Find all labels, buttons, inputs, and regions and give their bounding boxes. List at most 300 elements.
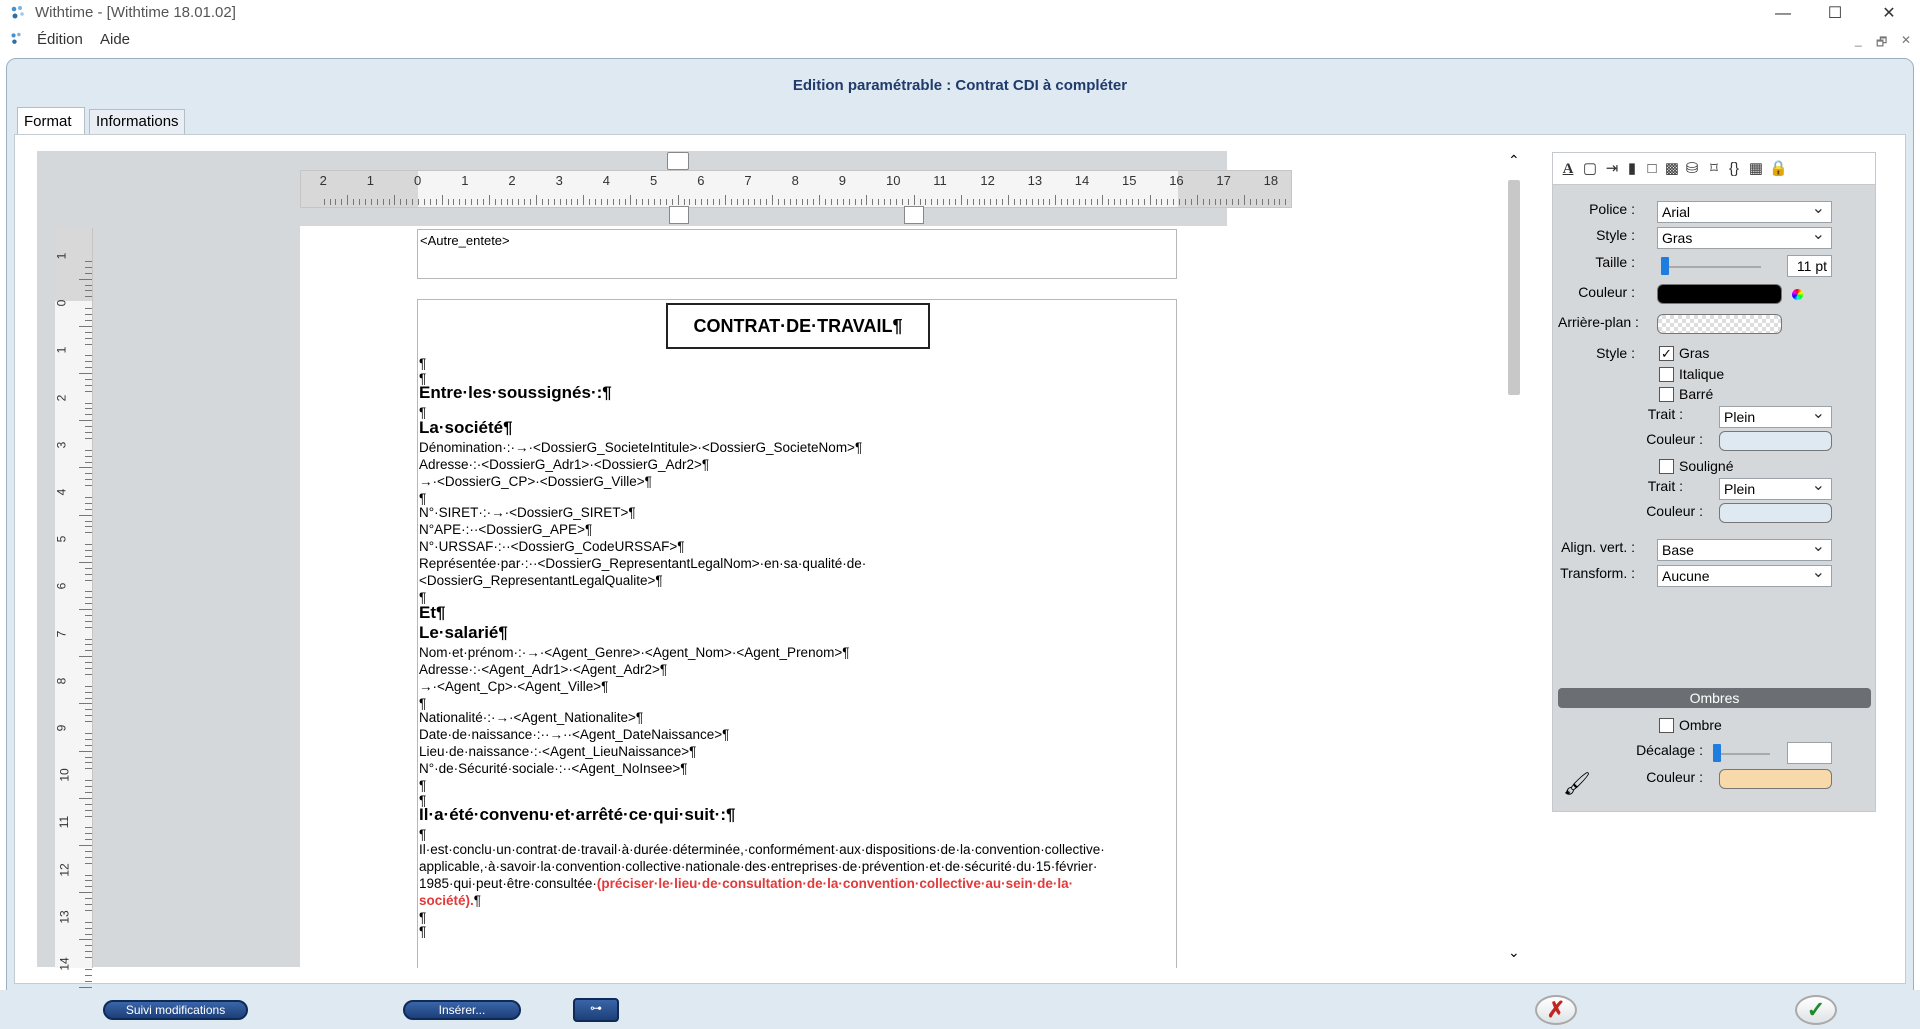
ruler-v-tick <box>79 467 92 468</box>
ruler-h-tick <box>949 199 950 205</box>
ruler-v-tick <box>85 603 92 604</box>
document-scrollbar[interactable] <box>1505 152 1523 968</box>
ruler-v-tick <box>85 804 92 805</box>
ruler-v-tick <box>85 875 92 876</box>
ruler-h-tick <box>442 195 443 205</box>
ruler-v-tick <box>85 338 92 339</box>
ruler-h-tick <box>1274 199 1275 205</box>
barre-color-swatch[interactable] <box>1719 431 1832 451</box>
trait-label: Trait : <box>1647 406 1683 422</box>
doc-line <box>419 761 688 777</box>
ruler-v-tick <box>85 863 92 864</box>
ruler-v-tick <box>79 798 92 799</box>
ruler-h-label: 2 <box>508 173 516 188</box>
ruler-h-tick <box>807 199 808 205</box>
ruler-h-tick <box>754 199 755 205</box>
ruler-h-tick <box>1049 199 1050 205</box>
doc-line-text: ¶ <box>419 490 427 506</box>
decalage-slider[interactable] <box>1715 753 1770 755</box>
ruler-h-tick <box>701 199 702 205</box>
souligne-color-swatch[interactable] <box>1719 503 1832 523</box>
right-indent-marker[interactable] <box>904 206 924 224</box>
ruler-h-tick <box>1038 199 1039 205</box>
ruler-h-tick <box>530 199 531 205</box>
ruler-h-tick <box>1114 199 1115 205</box>
ruler-v-label: 14 <box>57 957 72 971</box>
ruler-h-tick <box>1179 199 1180 205</box>
ruler-h-label: 3 <box>555 173 563 188</box>
ruler-h-tick <box>613 199 614 205</box>
ruler-v-tick <box>85 344 92 345</box>
text-color-swatch[interactable] <box>1657 284 1782 304</box>
ruler-h-tick <box>737 199 738 205</box>
ruler-v-tick <box>85 981 92 982</box>
color-picker-icon[interactable] <box>1792 289 1803 300</box>
doc-line-text: Lieu·de·naissance·:·<Agent_LieuNaissance>¶ <box>419 744 697 759</box>
doc-line-text: Il·a·été·convenu·et·arrêté·ce·qui·suit·:¶ <box>419 805 736 824</box>
shadow-color-swatch[interactable] <box>1719 769 1832 789</box>
ruler-h-tick <box>359 199 360 205</box>
scroll-down-icon[interactable]: ⌄ <box>1508 944 1520 960</box>
ruler-v-tick <box>85 886 92 887</box>
ruler-v-tick <box>85 385 92 386</box>
ruler-h-label: 10 <box>886 173 901 188</box>
ruler-h-tick <box>855 199 856 205</box>
ruler-h-tick <box>689 199 690 205</box>
braces-icon[interactable]: {} <box>1728 160 1740 177</box>
ruler-h-tick <box>967 199 968 205</box>
close-window-button[interactable]: ✕ <box>1882 5 1896 22</box>
ruler-h-label: 7 <box>744 173 752 188</box>
ruler-v-tick <box>85 574 92 575</box>
ruler-v-tick <box>85 550 92 551</box>
background-color-swatch[interactable] <box>1657 314 1782 334</box>
mdi-restore-button[interactable]: 🗗 <box>1876 35 1888 49</box>
ruler-v-tick <box>85 650 92 651</box>
ruler-v-tick <box>85 426 92 427</box>
doc-heading <box>419 385 612 401</box>
ruler-v-tick <box>85 757 92 758</box>
doc-line-text: ¶ <box>419 778 427 793</box>
ruler-h-tick <box>914 195 915 205</box>
tab-icon[interactable]: ⇥ <box>1605 160 1619 177</box>
ruler-h-tick <box>536 195 537 205</box>
ruler-v-tick <box>85 497 92 498</box>
ruler-h-tick <box>1144 199 1145 205</box>
ruler-v-tick <box>85 261 92 262</box>
ruler-h-tick <box>365 199 366 205</box>
ruler-h-tick <box>607 199 608 205</box>
doc-line-text: Représentée·par·:··<DossierG_RepresentantLegalNom>·en·sa·qualité·de· <box>419 556 867 571</box>
ruler-h-tick <box>577 199 578 205</box>
ruler-h-tick <box>1268 199 1269 205</box>
doc-line-text: Date·de·naissance·:··→··<Agent_DateNaissance>¶ <box>419 727 730 742</box>
ruler-v-tick <box>85 674 92 675</box>
ruler-h-tick <box>324 199 325 205</box>
ruler-h-tick <box>825 199 826 205</box>
ruler-h-tick <box>512 199 513 205</box>
doc-line-text: <DossierG_RepresentantLegalQualite>¶ <box>419 573 663 588</box>
ruler-v-tick <box>85 568 92 569</box>
first-indent-marker[interactable] <box>667 152 689 170</box>
doc-heading <box>419 807 735 823</box>
taille-slider[interactable] <box>1663 266 1761 268</box>
ruler-h-tick <box>1215 199 1216 205</box>
transform-label: Transform. : <box>1560 565 1635 581</box>
header-frame[interactable] <box>417 229 1177 279</box>
menu-edition[interactable]: Édition <box>37 31 83 48</box>
ruler-h-tick <box>406 199 407 205</box>
ruler-v-tick <box>85 709 92 710</box>
ruler-h-tick <box>630 195 631 205</box>
bookmark-icon[interactable]: ⌑ <box>1710 160 1718 177</box>
ruler-h-tick <box>813 199 814 205</box>
taille-input[interactable]: 11 pt <box>1787 255 1832 277</box>
ruler-v-tick <box>85 414 92 415</box>
header-field: <Autre_entete> <box>420 233 510 248</box>
ruler-h-tick <box>436 199 437 205</box>
ruler-h-tick <box>430 199 431 205</box>
doc-line <box>419 556 866 572</box>
ruler-v-tick <box>85 391 92 392</box>
ruler-h-tick <box>1161 199 1162 205</box>
ruler-h-tick <box>495 199 496 205</box>
scroll-up-icon[interactable]: ⌃ <box>1508 152 1520 168</box>
ruler-v-tick <box>85 768 92 769</box>
ruler-h-tick <box>678 195 679 205</box>
ruler-h-tick <box>1126 199 1127 205</box>
ruler-h-tick <box>1091 199 1092 205</box>
ruler-h-tick <box>1132 199 1133 205</box>
doc-line-text: Et¶ <box>419 602 446 622</box>
doc-line <box>419 505 636 521</box>
ruler-v-tick <box>85 969 92 970</box>
ombre-checkbox[interactable] <box>1659 718 1674 733</box>
cancel-button[interactable]: ✗ <box>1535 995 1577 1025</box>
ruler-h-tick <box>837 199 838 205</box>
ruler-v-tick <box>85 851 92 852</box>
ruler-h-tick <box>548 199 549 205</box>
app-logo-icon <box>10 5 28 21</box>
document-page[interactable] <box>300 226 1292 968</box>
ruler-h-label: 16 <box>1169 173 1184 188</box>
text-format-icon[interactable]: A <box>1562 161 1574 177</box>
title-bar <box>0 0 1920 27</box>
tab-format[interactable]: Format <box>17 107 85 134</box>
ruler-v-tick <box>85 285 92 286</box>
ruler-h-tick <box>371 199 372 205</box>
ruler-v-tick <box>79 845 92 846</box>
menu-aide[interactable]: Aide <box>100 31 131 48</box>
ruler-v-tick <box>85 403 92 404</box>
style-select[interactable]: Gras ⌄ <box>1657 227 1832 249</box>
ruler-v-tick <box>85 686 92 687</box>
ruler-v-label: 6 <box>54 583 69 590</box>
pattern-icon[interactable]: ▩ <box>1664 160 1680 177</box>
link-icon[interactable]: ⊶ <box>573 998 619 1022</box>
ruler-v-tick <box>85 692 92 693</box>
ruler-h-tick <box>772 195 773 205</box>
ruler-v-tick <box>85 267 92 268</box>
ruler-h-tick <box>583 195 584 205</box>
inserer-button[interactable]: Insérer... <box>403 1000 521 1020</box>
ruler-h-tick <box>1067 199 1068 205</box>
ruler-v-tick <box>85 473 92 474</box>
doc-line-text: ¶ <box>419 827 427 842</box>
doc-line <box>419 522 592 538</box>
ruler-v-label: 3 <box>54 441 69 449</box>
database-icon[interactable]: ⛁ <box>1685 160 1699 177</box>
ruler-h-tick <box>979 199 980 205</box>
mdi-minimize-button[interactable]: _ <box>1855 33 1862 47</box>
left-indent-marker[interactable] <box>669 206 689 224</box>
ruler-h-tick <box>719 199 720 205</box>
ruler-v-tick <box>85 786 92 787</box>
ruler-v-tick <box>85 290 92 291</box>
align-vert-select[interactable]: Base ⌄ <box>1657 539 1832 561</box>
ruler-v-tick <box>85 438 92 439</box>
ruler-h-label: 2 <box>319 173 327 188</box>
suivi-modifications-button[interactable]: Suivi modifications <box>103 1000 248 1020</box>
ruler-h-tick <box>625 199 626 205</box>
ruler-h-tick <box>571 199 572 205</box>
taille-slider-thumb[interactable] <box>1661 257 1669 275</box>
gras-checkbox[interactable]: ✓ <box>1659 346 1674 361</box>
ruler-h-tick <box>1173 199 1174 205</box>
ruler-h-tick <box>1244 195 1245 205</box>
ruler-h-label: 13 <box>1027 173 1043 188</box>
ruler-h-tick <box>943 199 944 205</box>
ruler-v-tick <box>85 745 92 746</box>
table-icon[interactable]: ▦ <box>1748 160 1764 177</box>
doc-line-text: N°APE·:··<DossierG_APE>¶ <box>419 522 593 537</box>
ruler-h-tick <box>524 199 525 205</box>
ruler-h-tick <box>1002 199 1003 205</box>
ruler-v-tick <box>85 615 92 616</box>
ruler-h-tick <box>819 195 820 205</box>
ruler-h-tick <box>1120 199 1121 205</box>
ruler-v-tick <box>85 355 92 356</box>
ruler-h-tick <box>1085 199 1086 205</box>
italique-label: Italique <box>1679 366 1725 382</box>
ruler-h-tick <box>672 199 673 205</box>
doc-line <box>419 539 684 555</box>
ruler-h-label: 12 <box>980 173 995 188</box>
ruler-v-tick <box>85 314 92 315</box>
ruler-h-label: 6 <box>697 173 705 188</box>
doc-line-text: ¶ <box>419 356 427 371</box>
ruler-h-tick <box>766 199 767 205</box>
ruler-v-tick <box>79 420 92 421</box>
ruler-h-tick <box>1150 195 1151 205</box>
barre-checkbox[interactable] <box>1659 387 1674 402</box>
minimize-button[interactable]: — <box>1775 5 1791 22</box>
ruler-v-tick <box>85 792 92 793</box>
ruler-h-tick <box>861 199 862 205</box>
ruler-h-tick <box>796 199 797 205</box>
doc-heading <box>419 602 446 622</box>
ruler-h-tick <box>1108 199 1109 205</box>
ruler-v-label: 12 <box>57 862 72 877</box>
doc-line-text: Le·salarié¶ <box>419 622 508 642</box>
doc-line-text: Adresse·:·<Agent_Adr1>·<Agent_Adr2>¶ <box>419 661 668 677</box>
ruler-v-label: 1 <box>54 347 69 354</box>
ruler-h-tick <box>389 199 390 205</box>
police-select[interactable]: Arial ⌄ <box>1657 201 1832 223</box>
ruler-v-tick <box>85 668 92 669</box>
ruler-v-tick <box>85 450 92 451</box>
app-menu-icon[interactable] <box>10 31 26 47</box>
ruler-h-tick <box>566 199 567 205</box>
ruler-v-tick <box>79 939 92 940</box>
doc-line-text: ¶ <box>419 909 427 925</box>
doc-line <box>419 924 426 940</box>
ruler-h-tick <box>619 199 620 205</box>
ruler-h-tick <box>560 199 561 205</box>
ruler-v-tick <box>85 308 92 309</box>
doc-line-text: ¶ <box>419 924 427 939</box>
ruler-h-tick <box>902 199 903 205</box>
ruler-h-tick <box>459 199 460 205</box>
ruler-h-tick <box>1014 199 1015 205</box>
frame-icon[interactable]: □ <box>1647 160 1657 177</box>
ruler-v-label: 2 <box>54 394 69 401</box>
doc-line-note: société). <box>419 892 474 908</box>
ruler-h-tick <box>601 199 602 205</box>
ruler-h-label: 9 <box>838 173 847 188</box>
ruler-v-tick <box>85 934 92 935</box>
ruler-h-tick <box>507 199 508 205</box>
ruler-h-tick <box>1008 195 1009 205</box>
doc-line-text: N°·de·Sécurité·sociale·:··<Agent_NoInsee>¶ <box>419 761 688 776</box>
ruler-v-tick <box>79 279 92 280</box>
ruler-h-tick <box>760 199 761 205</box>
ruler-v-tick <box>79 987 92 988</box>
ruler-h-tick <box>1279 199 1280 205</box>
ombre-label: Ombre <box>1679 717 1722 733</box>
doc-line <box>419 474 652 490</box>
doc-line-text: ¶ <box>419 792 427 808</box>
ok-button[interactable]: ✓ <box>1795 995 1837 1025</box>
ruler-v-tick <box>85 698 92 699</box>
ruler-v-tick <box>85 928 92 929</box>
ruler-h-tick <box>465 199 466 205</box>
doc-line-text: applicable,·à·savoir·la·convention·collective·nationale·des·entreprises·de·prévention·et·de·sécurité·du·15·février· <box>419 858 1098 874</box>
menu-bar <box>0 27 1920 52</box>
ruler-v-tick <box>85 379 92 380</box>
couleur2-label: Couleur : <box>1646 431 1703 447</box>
ruler-v-tick <box>85 957 92 958</box>
ruler-v-tick <box>85 621 92 622</box>
tab-informations[interactable]: Informations <box>89 109 185 134</box>
ruler-h-tick <box>1167 199 1168 205</box>
ruler-h-tick <box>920 199 921 205</box>
ruler-h-tick <box>347 195 348 205</box>
ruler-v-tick <box>85 880 92 881</box>
vertical-ruler[interactable] <box>54 228 93 971</box>
ruler-h-tick <box>353 199 354 205</box>
ruler-v-tick <box>85 521 92 522</box>
ruler-h-tick <box>666 199 667 205</box>
ruler-h-tick <box>1061 199 1062 205</box>
ruler-h-tick <box>790 199 791 205</box>
decalage-input[interactable] <box>1787 742 1832 764</box>
doc-line <box>419 710 643 726</box>
ruler-h-tick <box>872 199 873 205</box>
doc-line-text: →·<DossierG_CP>·<DossierG_Ville>¶ <box>419 473 652 489</box>
horizontal-ruler[interactable] <box>300 170 1292 208</box>
ruler-h-tick <box>1020 199 1021 205</box>
ruler-h-tick <box>1226 199 1227 205</box>
ruler-v-tick <box>85 296 92 297</box>
mdi-close-button[interactable]: ✕ <box>1901 33 1912 47</box>
ruler-h-tick <box>843 199 844 205</box>
ruler-h-tick <box>1156 199 1157 205</box>
ruler-h-tick <box>1232 199 1233 205</box>
doc-line-note: (préciser·le·lieu·de·consultation·de·la·convention·collective·au·sein·de·la· <box>596 875 1074 891</box>
trait-souligne-select[interactable]: Plein ⌄ <box>1719 478 1832 500</box>
ruler-h-tick <box>784 199 785 205</box>
ruler-icon[interactable]: ▮ <box>1627 160 1637 177</box>
ruler-h-tick <box>501 199 502 205</box>
couleur-label: Couleur : <box>1578 284 1635 300</box>
taille-label: Taille : <box>1595 254 1635 270</box>
ruler-v-tick <box>85 332 92 333</box>
arriere-plan-label: Arrière-plan : <box>1558 314 1639 330</box>
ruler-v-tick <box>85 361 92 362</box>
ruler-h-tick <box>1238 199 1239 205</box>
ruler-h-tick <box>418 199 419 205</box>
scrollbar-thumb[interactable] <box>1508 180 1520 395</box>
ruler-v-label: 9 <box>54 724 69 732</box>
ruler-h-tick <box>1203 199 1204 205</box>
body-frame[interactable] <box>417 299 1177 968</box>
lock-icon[interactable]: 🔒 <box>1769 160 1788 177</box>
ruler-v-tick <box>79 515 92 516</box>
ruler-h-tick <box>1262 199 1263 205</box>
maximize-button[interactable]: ☐ <box>1827 5 1843 22</box>
ruler-h-tick <box>996 199 997 205</box>
border-icon[interactable]: ▢ <box>1582 160 1598 177</box>
ruler-h-tick <box>984 199 985 205</box>
ruler-h-tick <box>1209 199 1210 205</box>
trait-barre-select[interactable]: Plein ⌄ <box>1719 406 1832 428</box>
italique-checkbox[interactable] <box>1659 367 1674 382</box>
doc-line <box>419 573 663 589</box>
brush-icon[interactable]: 🖌 <box>1563 771 1591 796</box>
ruler-h-tick <box>878 199 879 205</box>
ruler-h-tick <box>908 199 909 205</box>
ruler-v-tick <box>85 910 92 911</box>
decalage-slider-thumb[interactable] <box>1713 744 1721 762</box>
doc-line <box>419 679 608 695</box>
ruler-h-tick <box>1250 199 1251 205</box>
ruler-h-tick <box>1285 199 1286 205</box>
ruler-v-tick <box>85 532 92 533</box>
doc-line-text: Dénomination·:·→·<DossierG_SocieteIntitule>·<DossierG_SocieteNom>¶ <box>419 439 863 455</box>
ruler-h-label: 8 <box>791 173 799 188</box>
ruler-v-tick <box>85 462 92 463</box>
ruler-v-tick <box>85 922 92 923</box>
ruler-h-tick <box>884 199 885 205</box>
ruler-v-label: 10 <box>57 768 72 782</box>
souligne-checkbox[interactable] <box>1659 459 1674 474</box>
ruler-v-tick <box>85 739 92 740</box>
ruler-h-tick <box>831 199 832 205</box>
ruler-h-tick <box>660 199 661 205</box>
transform-select[interactable]: Aucune ⌄ <box>1657 565 1832 587</box>
doc-line-text: N°·SIRET·:·→·<DossierG_SIRET>¶ <box>419 505 636 520</box>
